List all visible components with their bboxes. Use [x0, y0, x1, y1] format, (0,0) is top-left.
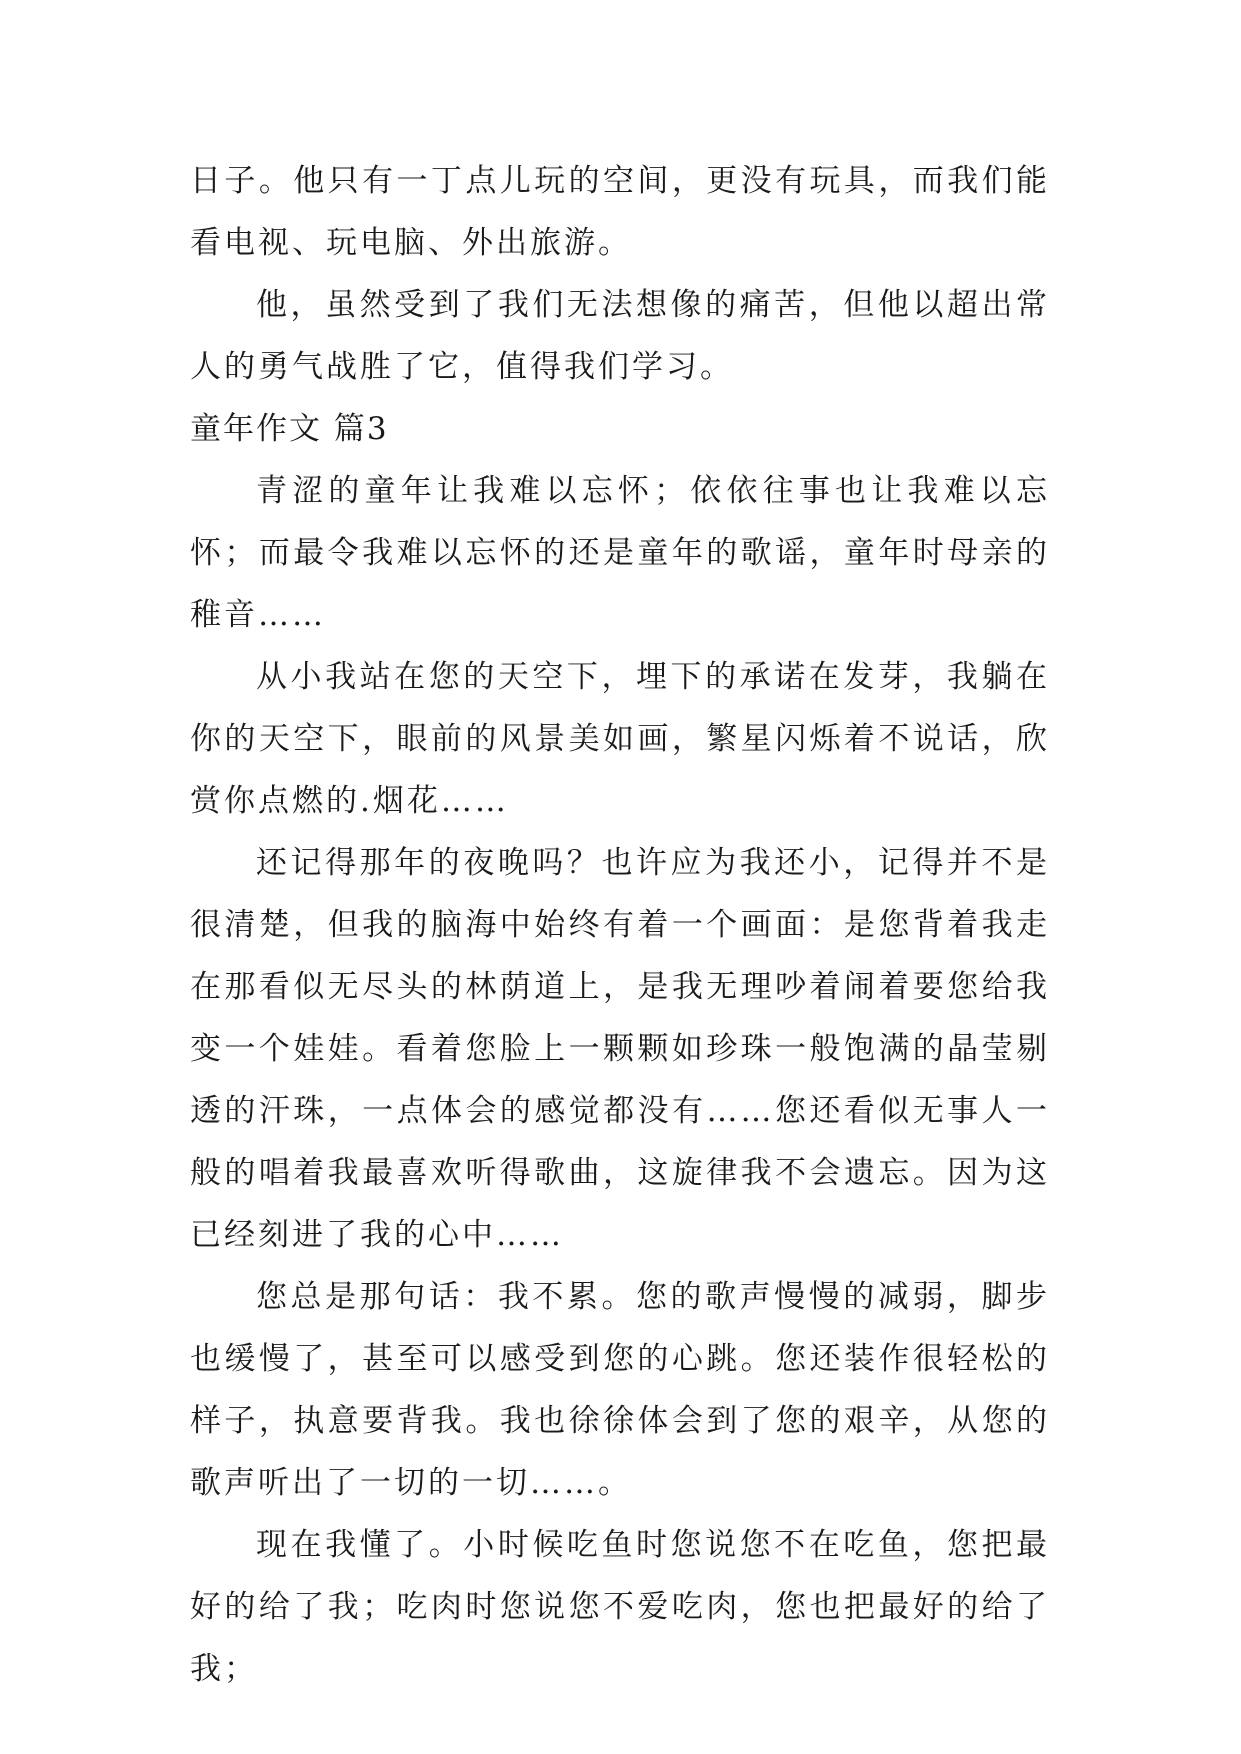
paragraph-6: 您总是那句话：我不累。您的歌声慢慢的减弱，脚步也缓慢了，甚至可以感受到您的心跳。您还装作很轻松的样子，执意要背我。我也徐徐体会到了您的艰辛，从您的歌声听出了一切的一切……。: [190, 1279, 1050, 1501]
paragraph-1: 日子。他只有一丁点儿玩的空间，更没有玩具，而我们能看电视、玩电脑、外出旅游。: [190, 163, 1050, 261]
paragraph-3: 青涩的童年让我难以忘怀；依依往事也让我难以忘怀；而最令我难以忘怀的还是童年的歌谣，童年时母亲的稚音……: [190, 473, 1050, 633]
paragraph-4: 从小我站在您的天空下，埋下的承诺在发芽，我躺在你的天空下，眼前的风景美如画，繁星闪烁着不说话，欣赏你点燃的.烟花……: [190, 659, 1050, 819]
document-body: [190, 150, 1050, 1700]
paragraph-5: 还记得那年的夜晚吗？也许应为我还小，记得并不是很清楚，但我的脑海中始终有着一个画面：是您背着我走在那看似无尽头的林荫道上，是我无理吵着闹着要您给我变一个娃娃。看着您脸上一颗颗如珍珠一般饱满的晶莹剔透的汗珠，一点体会的感觉都没有……您还看似无事人一般的唱着我最喜欢听得歌曲，这旋律我不会遗忘。因为这已经刻进了我的心中……: [190, 845, 1050, 1253]
section-heading: 童年作文 篇3: [190, 411, 389, 447]
paragraph-2: 他，虽然受到了我们无法想像的痛苦，但他以超出常人的勇气战胜了它，值得我们学习。: [190, 287, 1050, 385]
paragraph-7: 现在我懂了。小时候吃鱼时您说您不在吃鱼，您把最好的给了我；吃肉时您说您不爱吃肉，您也把最好的给了我；: [190, 1527, 1050, 1687]
